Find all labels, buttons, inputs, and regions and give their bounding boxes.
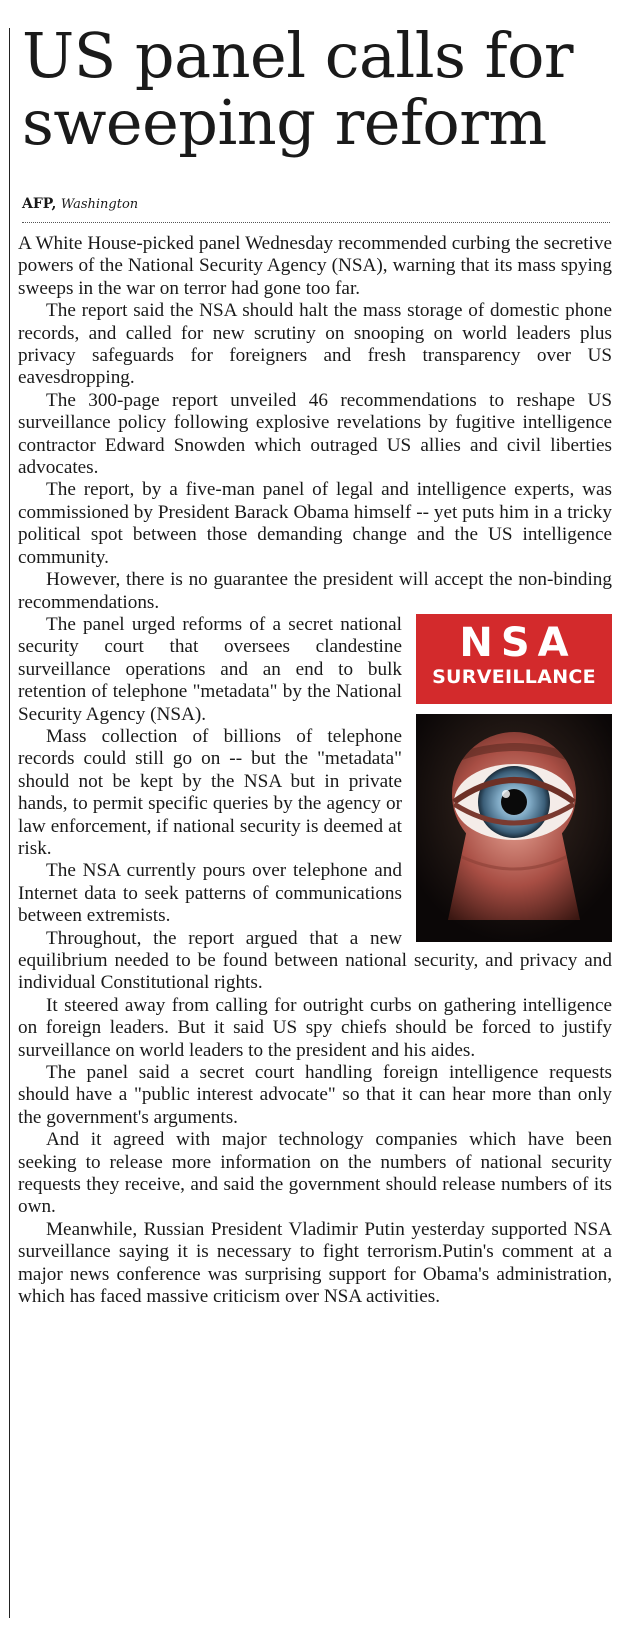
article-paragraph: The NSA currently pours over telephone and Internet data to seek patterns of communications between extremists. <box>18 860 402 927</box>
article-paragraph: The report, by a five-man panel of legal and intelligence experts, was commissioned by President Barack Obama himself -- yet puts him in a tricky political spot between those demanding change and the US intelligence community. <box>18 479 612 568</box>
headline: US panel calls for sweeping reform <box>22 19 574 159</box>
byline-source: AFP, <box>22 196 57 212</box>
byline-location: Washington <box>60 197 139 212</box>
article-paragraph: Meanwhile, Russian President Vladimir Putin yesterday supported NSA surveillance saying it is necessary to fight terrorism.Putin's comment at a major news conference was surprising support for Obama's administration, which has faced massive criticism over NSA activities. <box>18 1218 612 1308</box>
column-rule <box>9 28 10 1618</box>
article-paragraph: Mass collection of billions of telephone records could still go on -- but the "metadata" should not be kept by the NSA but in private hands, to permit specific queries by the agency or law enforcement, if national security is deemed at risk. <box>18 725 402 859</box>
article-paragraph: However, there is no guarantee the president will accept the non-binding recommendations. <box>18 569 612 613</box>
nsa-banner-title: NSA <box>459 619 577 666</box>
article-body <box>18 233 612 1309</box>
byline <box>22 196 138 212</box>
article-paragraph: The report said the NSA should halt the mass storage of domestic phone records, and called for new scrutiny on snooping on world leaders plus privacy safeguards for foreigners and fresh transparency over US eavesdropping. <box>18 300 612 389</box>
nsa-banner <box>416 614 612 704</box>
nsa-figure <box>416 614 612 942</box>
article-paragraph: The 300-page report unveiled 46 recommendations to reshape US surveillance policy following explosive revelations by fugitive intelligence contractor Edward Snowden which outraged US allies and civil liberties advocates. <box>18 389 612 479</box>
nsa-banner-subtitle: SURVEILLANCE <box>432 665 596 688</box>
eye-keyhole-icon <box>416 714 612 942</box>
article-paragraph: And it agreed with major technology companies which have been seeking to release more information on the numbers of national security requests they receive, and said the government should release numbers of its own. <box>18 1129 612 1218</box>
article-paragraph: Throughout, the report argued that a new equilibrium needed to be found between national security, and privacy and individual Constitutional rights. <box>18 927 612 994</box>
article-paragraph: The panel said a secret court handling foreign intelligence requests should have a "public interest advocate" so that it can hear more than only the government's arguments. <box>18 1062 612 1128</box>
article-paragraph: It steered away from calling for outright curbs on gathering intelligence on foreign leaders. But it said US spy chiefs should be forced to justify surveillance on world leaders to the president and his aides. <box>18 994 612 1061</box>
article-paragraph: A White House-picked panel Wednesday recommended curbing the secretive powers of the National Security Agency (NSA), warning that its mass spying sweeps in the war on terror had gone too far. <box>18 233 612 299</box>
byline-divider <box>22 222 610 223</box>
article-paragraph: The panel urged reforms of a secret national security court that oversees clandestine surveillance operations and an end to bulk retention of telephone "metadata" by the National Security Agency (NSA). <box>18 613 402 725</box>
